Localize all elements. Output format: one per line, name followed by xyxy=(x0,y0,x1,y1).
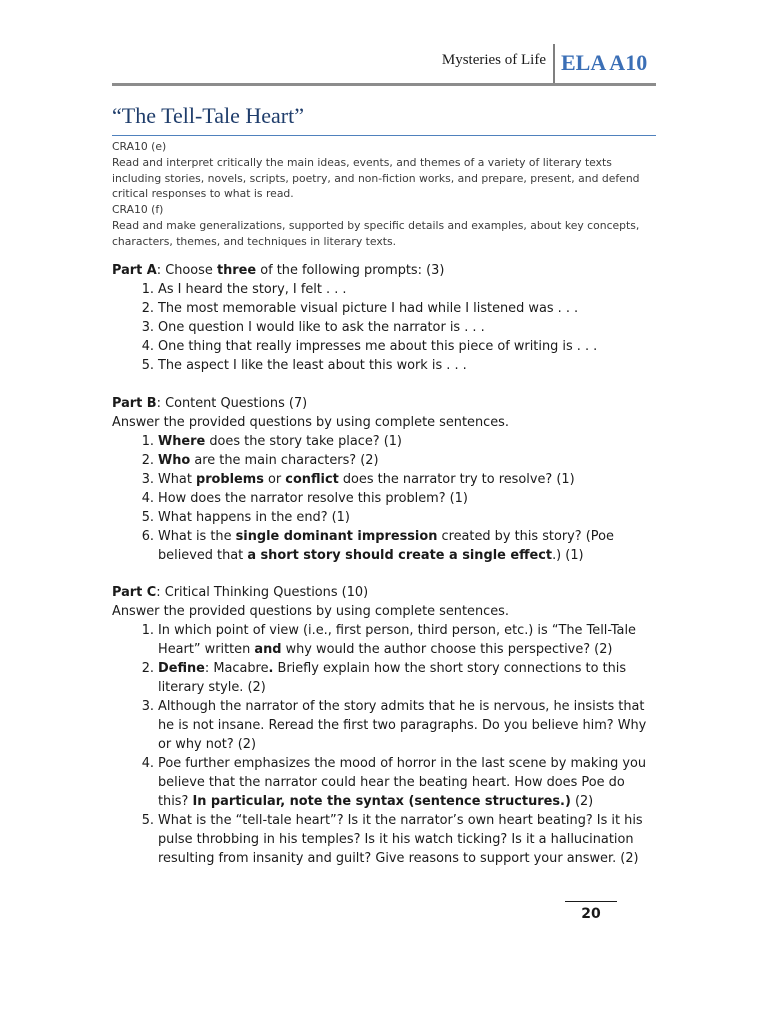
prompt-text: As I heard the story, I felt . . . xyxy=(158,282,347,297)
question-item: 3. What problems or conflict does the narrator try to resolve? (1) xyxy=(141,472,575,487)
header-rule xyxy=(112,83,656,86)
part-a-section xyxy=(112,261,656,375)
question-text: Define: Macabre. Briefly explain how the short story connections to this literary style. (2) xyxy=(158,661,627,695)
part-a-label: Part A xyxy=(112,263,157,278)
emphasis-text: Define xyxy=(158,661,205,676)
part-c-instruction: Answer the provided questions by using complete sentences. xyxy=(112,604,509,619)
question-item: 3. Although the narrator of the story admits that he is nervous, he insists that he is not insane. Reread the first two paragraphs. Do you believe him? Why or why not? (2) xyxy=(141,699,647,752)
emphasis-text: Who xyxy=(158,453,191,468)
question-text: What is the “tell-tale heart”? Is it the narrator’s own heart beating? Is it his pulse throbbing in his temples? Is it his watch ticking? Is it a hallucination resulting from insanity and guilt? Give reasons to support your answer. (2) xyxy=(158,813,643,866)
emphasis-text: . xyxy=(268,661,274,676)
prompt-text: One thing that really impresses me about this piece of writing is . . . xyxy=(158,339,598,354)
part-b-section xyxy=(112,394,656,565)
course-code: ELA A10 xyxy=(561,50,648,75)
prompt-item: 5. The aspect I like the least about this work is . . . xyxy=(141,358,467,373)
question-item: 1. Where does the story take place? (1) xyxy=(141,434,402,449)
outcome-text: Read and make generalizations, supported by specific details and examples, about key concepts, characters, themes, and techniques in literary texts. xyxy=(112,218,640,248)
part-a-prompt-list xyxy=(112,280,656,375)
part-b-question-list xyxy=(112,432,656,565)
question-text: What problems or conflict does the narrator try to resolve? (1) xyxy=(158,472,575,487)
question-item: 6. What is the single dominant impression created by this story? (Poe believed that a short story should create a single effect.) (1) xyxy=(141,529,614,563)
emphasis-text: In particular, note the syntax (sentence structures.) xyxy=(192,794,571,809)
part-b-label: Part B xyxy=(112,396,157,411)
emphasis-text: and xyxy=(254,642,282,657)
part-b-heading xyxy=(112,394,656,413)
part-c-section xyxy=(112,583,656,868)
part-c-heading-text: : Critical Thinking Questions (10) xyxy=(156,585,369,600)
question-text: Although the narrator of the story admits that he is nervous, he insists that he is not insane. Reread the first two paragraphs. Do you believe him? Why or why not? (2) xyxy=(158,699,647,752)
outcome-text: Read and interpret critically the main ideas, events, and themes of a variety of literary texts including stories, novels, scripts, poetry, and non-fiction works, and prepare, present, and defend critical responses to what is read. xyxy=(112,155,640,201)
question-item: 2. Who are the main characters? (2) xyxy=(141,453,379,468)
question-text: Who are the main characters? (2) xyxy=(158,453,379,468)
part-c-label: Part C xyxy=(112,585,157,600)
score-blank-line xyxy=(565,901,617,902)
question-item: 5. What happens in the end? (1) xyxy=(141,510,350,525)
emphasis-text: single dominant impression xyxy=(235,529,438,544)
part-a-heading-text: : Choose xyxy=(156,263,217,278)
page-header xyxy=(112,44,656,86)
prompt-item: 2. The most memorable visual picture I had while I listened was . . . xyxy=(141,301,579,316)
prompt-item: 3. One question I would like to ask the narrator is . . . xyxy=(141,320,485,335)
outcome-code: CRA10 (f) xyxy=(112,203,164,217)
course-title: Mysteries of Life xyxy=(441,52,546,68)
prompt-item: 4. One thing that really impresses me about this piece of writing is . . . xyxy=(141,339,598,354)
part-a-heading xyxy=(112,261,656,280)
page-title: “The Tell-Tale Heart” xyxy=(112,103,304,128)
prompt-text: One question I would like to ask the narrator is . . . xyxy=(158,320,485,335)
question-item: 5. What is the “tell-tale heart”? Is it the narrator’s own heart beating? Is it his pulse throbbing in his temples? Is it his watch ticking? Is it a hallucination resulting from insanity and guilt? Give reasons to support your answer. (2) xyxy=(141,813,643,866)
question-text: What happens in the end? (1) xyxy=(158,510,350,525)
curriculum-outcomes xyxy=(112,139,656,250)
score-total: 20 xyxy=(581,906,601,922)
part-b-instruction: Answer the provided questions by using complete sentences. xyxy=(112,415,509,430)
title-rule xyxy=(112,135,656,136)
part-c-question-list xyxy=(112,621,656,868)
question-text: What is the single dominant impression created by this story? (Poe believed that a short story should create a single effect.) (1) xyxy=(158,529,614,563)
part-c-heading xyxy=(112,583,656,602)
question-text: Poe further emphasizes the mood of horror in the last scene by making you believe that the narrator could hear the beating heart. How does Poe do this? In particular, note the syntax (sentence structures.) (2) xyxy=(158,756,647,809)
emphasis-text: problems xyxy=(195,472,264,487)
prompt-text: The aspect I like the least about this work is . . . xyxy=(158,358,467,373)
question-text: In which point of view (i.e., first person, third person, etc.) is “The Tell-Tale Heart” written and why would the author choose this perspective? (2) xyxy=(158,623,636,657)
part-a-heading-text: of the following prompts: (3) xyxy=(256,263,445,278)
prompt-item: 1. As I heard the story, I felt . . . xyxy=(141,282,347,297)
question-item: 2. Define: Macabre. Briefly explain how the short story connections to this literary style. (2) xyxy=(141,661,627,695)
part-b-heading-text: : Content Questions (7) xyxy=(156,396,308,411)
question-item: 1. In which point of view (i.e., first person, third person, etc.) is “The Tell-Tale Heart” written and why would the author choose this perspective? (2) xyxy=(141,623,636,657)
emphasis-text: Where xyxy=(158,434,206,449)
header-divider xyxy=(553,44,555,84)
question-item: 4. Poe further emphasizes the mood of horror in the last scene by making you believe that the narrator could hear the beating heart. How does Poe do this? In particular, note the syntax (sentence structures.) (2) xyxy=(141,756,647,809)
outcome-code: CRA10 (e) xyxy=(112,140,167,153)
emphasis-text: conflict xyxy=(285,472,339,487)
prompt-text: The most memorable visual picture I had while I listened was . . . xyxy=(158,301,579,316)
emphasis-text: a short story should create a single effect xyxy=(247,548,553,563)
part-a-heading-emphasis: three xyxy=(216,263,257,278)
question-text: How does the narrator resolve this problem? (1) xyxy=(158,491,468,506)
question-text: Where does the story take place? (1) xyxy=(158,434,402,449)
question-item: 4. How does the narrator resolve this problem? (1) xyxy=(141,491,468,506)
